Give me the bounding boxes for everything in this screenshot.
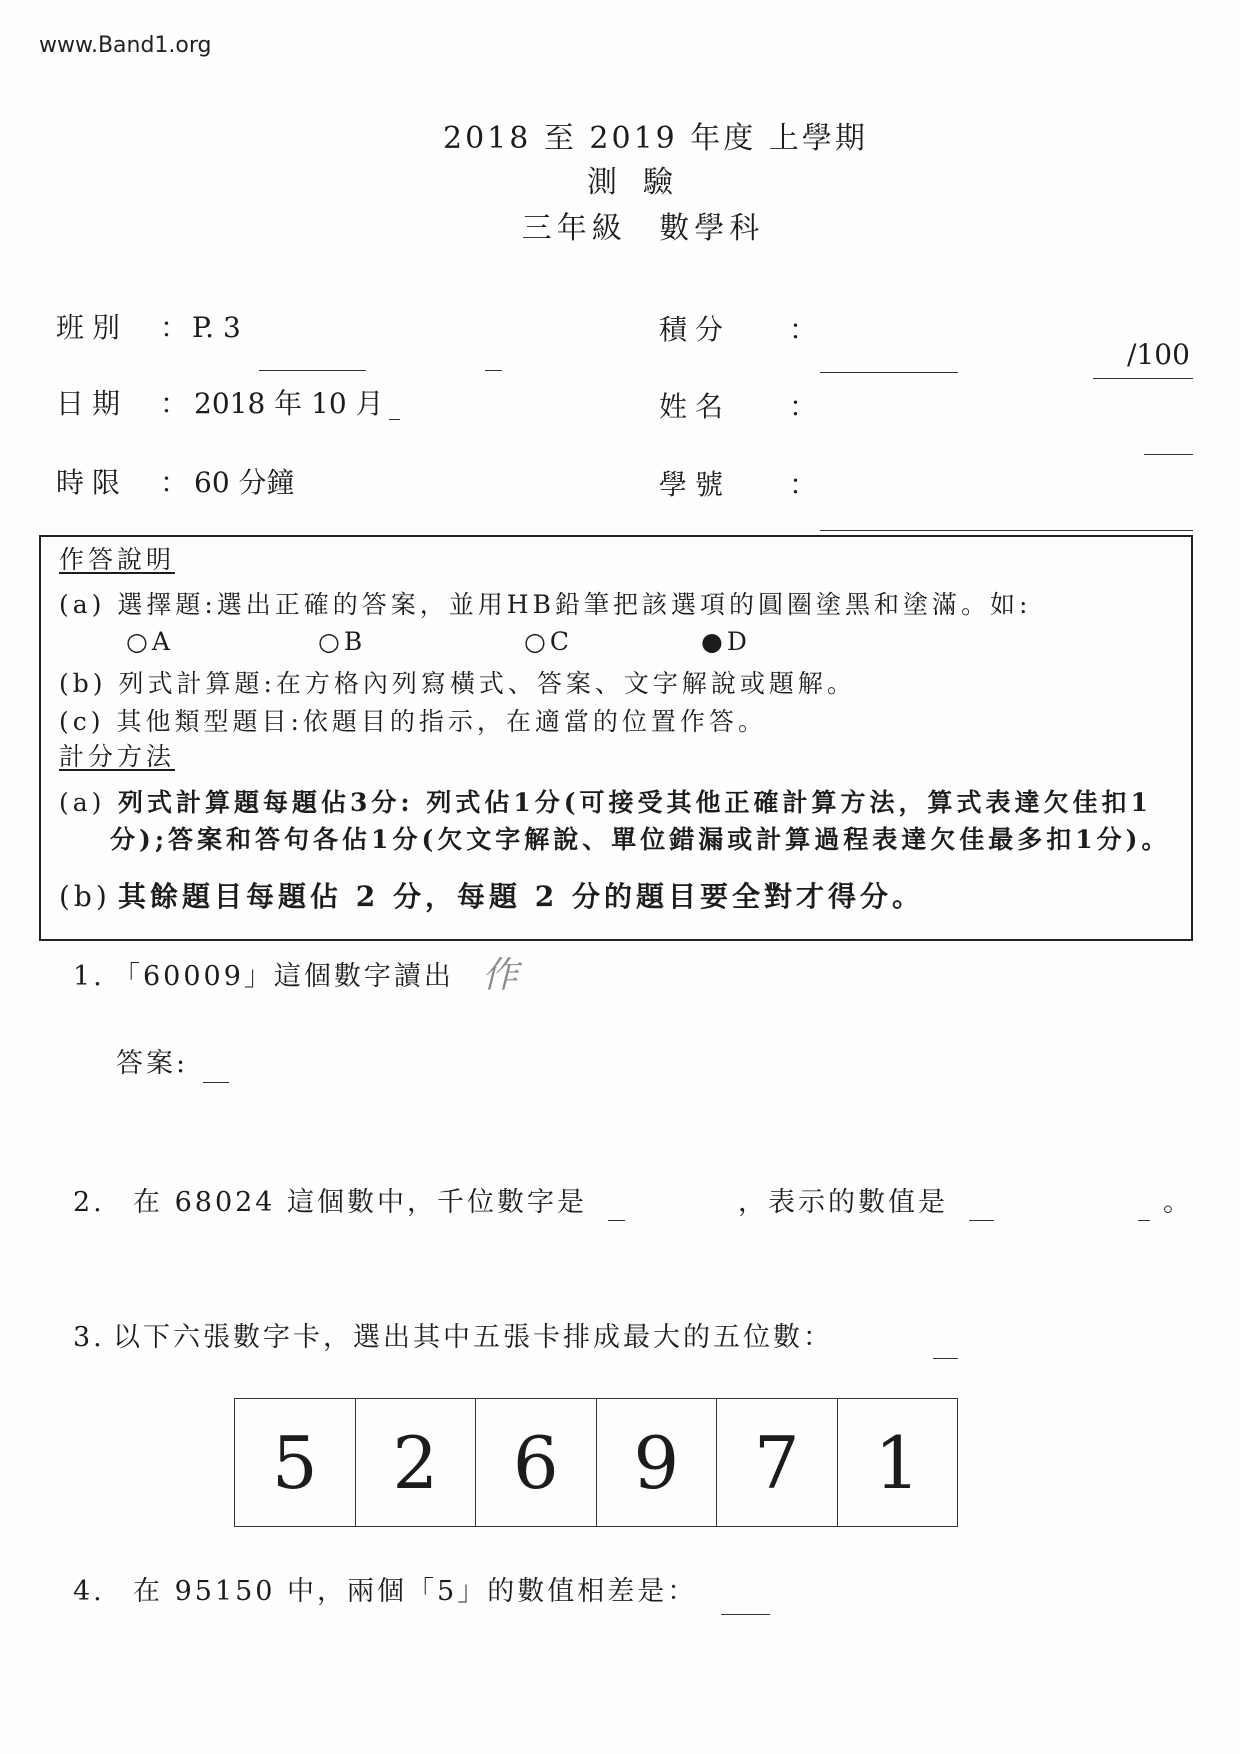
student-number-colon: ： bbox=[789, 468, 818, 501]
scoring-a-line1: 列式計算題每題佔3分: 列式佔1分(可接受其他正確計算方法，算式表達欠佳扣1 bbox=[118, 788, 1152, 817]
option-label: D bbox=[726, 627, 751, 656]
date-colon: ： bbox=[160, 387, 189, 420]
example-option-b bbox=[318, 629, 366, 654]
time-colon: ： bbox=[160, 466, 189, 499]
site-watermark: www.Band1.org bbox=[39, 33, 212, 58]
instruction-c: (c) 其他類型題目:依題目的指示，在適當的位置作答。 bbox=[59, 707, 767, 736]
scoring-b: 其餘題目每題佔 2 分，每題 2 分的題目要全對才得分。 bbox=[118, 880, 924, 913]
scoring-b-prefix: (b) bbox=[59, 880, 111, 913]
date-value: 2018 年 10 月 bbox=[194, 387, 384, 420]
score-total-underline bbox=[1093, 378, 1193, 379]
question-4-answer-blank bbox=[721, 1614, 770, 1615]
student-number-label: 學號 bbox=[659, 468, 732, 501]
instructions-box bbox=[39, 535, 1193, 941]
number-card: 9 bbox=[597, 1399, 718, 1526]
score-label: 積分 bbox=[659, 313, 732, 346]
question-1-number: 1. bbox=[73, 961, 105, 992]
question-3-answer-blank bbox=[933, 1358, 958, 1359]
question-3-text: 以下六張數字卡，選出其中五張卡排成最大的五位數： bbox=[113, 1322, 833, 1353]
class-label: 班別 bbox=[56, 311, 129, 344]
question-2-blank-3 bbox=[1138, 1220, 1150, 1221]
number-cards bbox=[234, 1398, 958, 1527]
class-colon: ： bbox=[160, 311, 189, 344]
question-4-text: 在 95150 中，兩個「5」的數值相差是： bbox=[133, 1576, 698, 1607]
instruction-a: (a) 選擇題:選出正確的答案，並用HB鉛筆把該選項的圓圈塗黑和塗滿。如: bbox=[59, 590, 1032, 619]
score-total: /100 bbox=[1127, 338, 1190, 371]
date-label: 日期 bbox=[56, 387, 129, 420]
number-card: 7 bbox=[717, 1399, 838, 1526]
time-value: 60 分鐘 bbox=[194, 466, 295, 499]
number-card: 6 bbox=[476, 1399, 597, 1526]
option-label: A bbox=[151, 627, 174, 656]
question-2-text-part2: ，表示的數值是 bbox=[738, 1187, 948, 1218]
number-card: 2 bbox=[356, 1399, 477, 1526]
scoring-a-prefix: (a) bbox=[59, 788, 106, 817]
time-label: 時限 bbox=[56, 466, 129, 499]
number-card: 1 bbox=[874, 1420, 921, 1505]
empty-circle-icon: ○ bbox=[318, 627, 344, 656]
question-1-answer-label: 答案: bbox=[116, 1048, 189, 1079]
name-label: 姓名 bbox=[659, 390, 732, 423]
class-underline bbox=[259, 370, 366, 371]
example-option-c bbox=[524, 629, 573, 654]
exam-subject-title: 三年級 數學科 bbox=[521, 211, 765, 246]
question-2-text-end: 。 bbox=[1163, 1187, 1193, 1218]
example-option-d bbox=[701, 629, 751, 654]
empty-circle-icon: ○ bbox=[126, 627, 152, 656]
exam-term-title: 2018 至 2019 年度 上學期 bbox=[443, 121, 868, 156]
empty-circle-icon: ○ bbox=[524, 627, 550, 656]
option-label: C bbox=[549, 627, 573, 656]
question-1-answer-blank bbox=[203, 1082, 229, 1083]
class-value: P. 3 bbox=[192, 311, 241, 344]
question-1-text: 「60009」這個數字讀出 bbox=[113, 961, 454, 992]
question-2-blank-2 bbox=[969, 1220, 994, 1221]
score-underline bbox=[820, 372, 958, 373]
exam-type-title: 測驗 bbox=[587, 165, 699, 200]
option-label: B bbox=[343, 627, 367, 656]
question-2-blank-1 bbox=[608, 1220, 625, 1221]
score-colon: ： bbox=[789, 313, 818, 346]
student-number-underline bbox=[820, 530, 1193, 531]
filled-circle-icon: ● bbox=[701, 627, 727, 656]
question-2-number: 2. bbox=[73, 1187, 105, 1218]
name-underline bbox=[1144, 454, 1193, 455]
scoring-a-line2: 分);答案和答句各佔1分(欠文字解說、單位錯漏或計算過程表達欠佳最多扣1分)。 bbox=[110, 825, 1171, 854]
handwritten-correction: 作 bbox=[482, 955, 519, 996]
name-colon: ： bbox=[789, 390, 818, 423]
class-underline-short bbox=[485, 370, 502, 371]
question-3-number: 3. bbox=[73, 1322, 105, 1353]
instructions-heading: 作答說明 bbox=[59, 545, 176, 574]
example-option-a bbox=[126, 629, 174, 654]
date-underline bbox=[389, 419, 400, 420]
number-card: 5 bbox=[235, 1399, 356, 1526]
question-2-text-part1: 在 68024 這個數中，千位數字是 bbox=[133, 1187, 588, 1218]
question-4-number: 4. bbox=[73, 1576, 105, 1607]
scoring-heading: 計分方法 bbox=[59, 742, 176, 771]
instruction-b: (b) 列式計算題:在方格內列寫橫式、答案、文字解說或題解。 bbox=[59, 669, 856, 698]
